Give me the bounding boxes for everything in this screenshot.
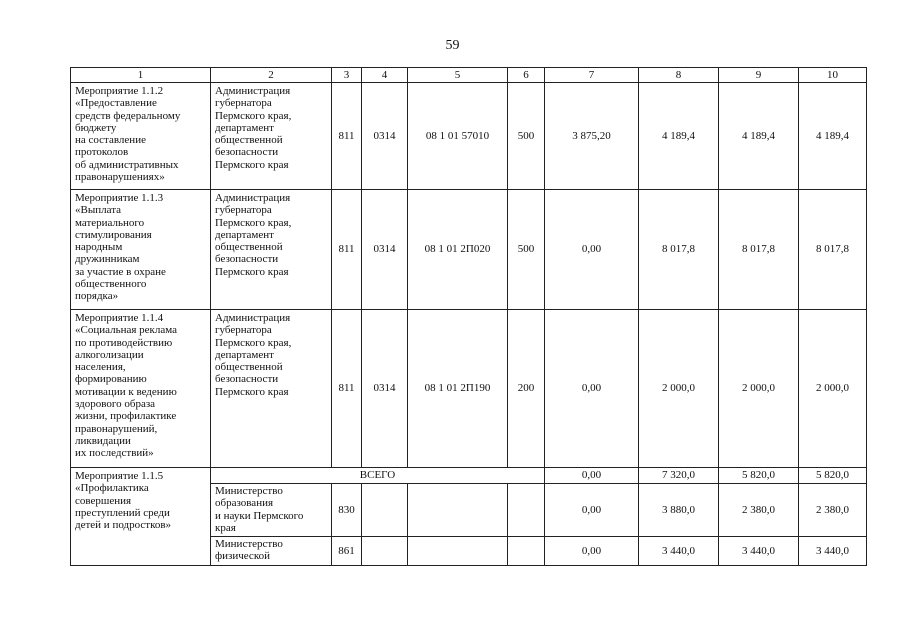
expense-type [508,537,545,566]
value-col10: 3 440,0 [799,537,867,566]
value-col10: 4 189,4 [799,83,867,190]
value-col10: 2 380,0 [799,484,867,537]
target-article: 08 1 01 2П020 [408,190,508,310]
value-col8: 8 017,8 [639,190,719,310]
column-header: 7 [545,68,639,83]
page-number: 59 [445,38,460,53]
budget-table [70,67,867,566]
value-col7: 3 875,20 [545,83,639,190]
section-code: 0314 [362,83,408,190]
value-col8: 7 320,0 [639,468,719,484]
table-row [71,83,867,190]
value-col10: 5 820,0 [799,468,867,484]
value-col8: 2 000,0 [639,310,719,468]
value-col7: 0,00 [545,484,639,537]
ministry-code: 811 [332,190,362,310]
ministry-code: 830 [332,484,362,537]
column-header: 1 [71,68,211,83]
value-col7: 0,00 [545,190,639,310]
value-col7: 0,00 [545,468,639,484]
value-col9: 8 017,8 [719,190,799,310]
expense-type [508,484,545,537]
section-code [362,537,408,566]
target-article: 08 1 01 2П190 [408,310,508,468]
column-header: 4 [362,68,408,83]
expense-type: 500 [508,83,545,190]
expense-type: 500 [508,190,545,310]
column-header: 5 [408,68,508,83]
column-header: 10 [799,68,867,83]
table-row [71,190,867,310]
measure-name: Мероприятие 1.1.3 «Выплата материального стимулирования народным дружинникам за участие в охране общественного порядка» [71,190,211,310]
column-header: 8 [639,68,719,83]
value-col8: 4 189,4 [639,83,719,190]
table-row [71,310,867,468]
measure-name: Мероприятие 1.1.4 «Социальная реклама по противодействию алкоголизации населения, формированию мотивации к ведению здорового образа жизни, профилактике правонарушений, ликвидации их последствий» [71,310,211,468]
executor-cell: Министерство образования и науки Пермского края [211,484,332,537]
column-header: 9 [719,68,799,83]
value-col10: 2 000,0 [799,310,867,468]
measure-name: Мероприятие 1.1.2 «Предоставление средств федеральному бюджету на составление протоколов об административных правонарушениях» [71,83,211,190]
executor-cell: Администрация губернатора Пермского края, департамент общественной безопасности Пермского края [211,83,332,190]
target-article: 08 1 01 57010 [408,83,508,190]
value-col9: 2 380,0 [719,484,799,537]
value-col8: 3 880,0 [639,484,719,537]
section-code: 0314 [362,190,408,310]
target-article [408,537,508,566]
measure-name: Мероприятие 1.1.5 «Профилактика совершения преступлений среди детей и подростков» [71,468,211,566]
value-col10: 8 017,8 [799,190,867,310]
value-col7: 0,00 [545,310,639,468]
ministry-code: 811 [332,83,362,190]
column-header: 3 [332,68,362,83]
header-row [71,68,867,83]
section-code [362,484,408,537]
column-header: 6 [508,68,545,83]
expense-type: 200 [508,310,545,468]
value-col7: 0,00 [545,537,639,566]
executor-cell: Администрация губернатора Пермского края, департамент общественной безопасности Пермского края [211,310,332,468]
value-col9: 2 000,0 [719,310,799,468]
ministry-code: 861 [332,537,362,566]
ministry-code: 811 [332,310,362,468]
target-article [408,484,508,537]
section-code: 0314 [362,310,408,468]
executor-cell: Министерство физической [211,537,332,566]
value-col9: 4 189,4 [719,83,799,190]
total-row [71,468,867,484]
value-col9: 5 820,0 [719,468,799,484]
value-col8: 3 440,0 [639,537,719,566]
executor-cell: Администрация губернатора Пермского края, департамент общественной безопасности Пермского края [211,190,332,310]
column-header: 2 [211,68,332,83]
value-col9: 3 440,0 [719,537,799,566]
total-label: ВСЕГО [211,468,545,484]
